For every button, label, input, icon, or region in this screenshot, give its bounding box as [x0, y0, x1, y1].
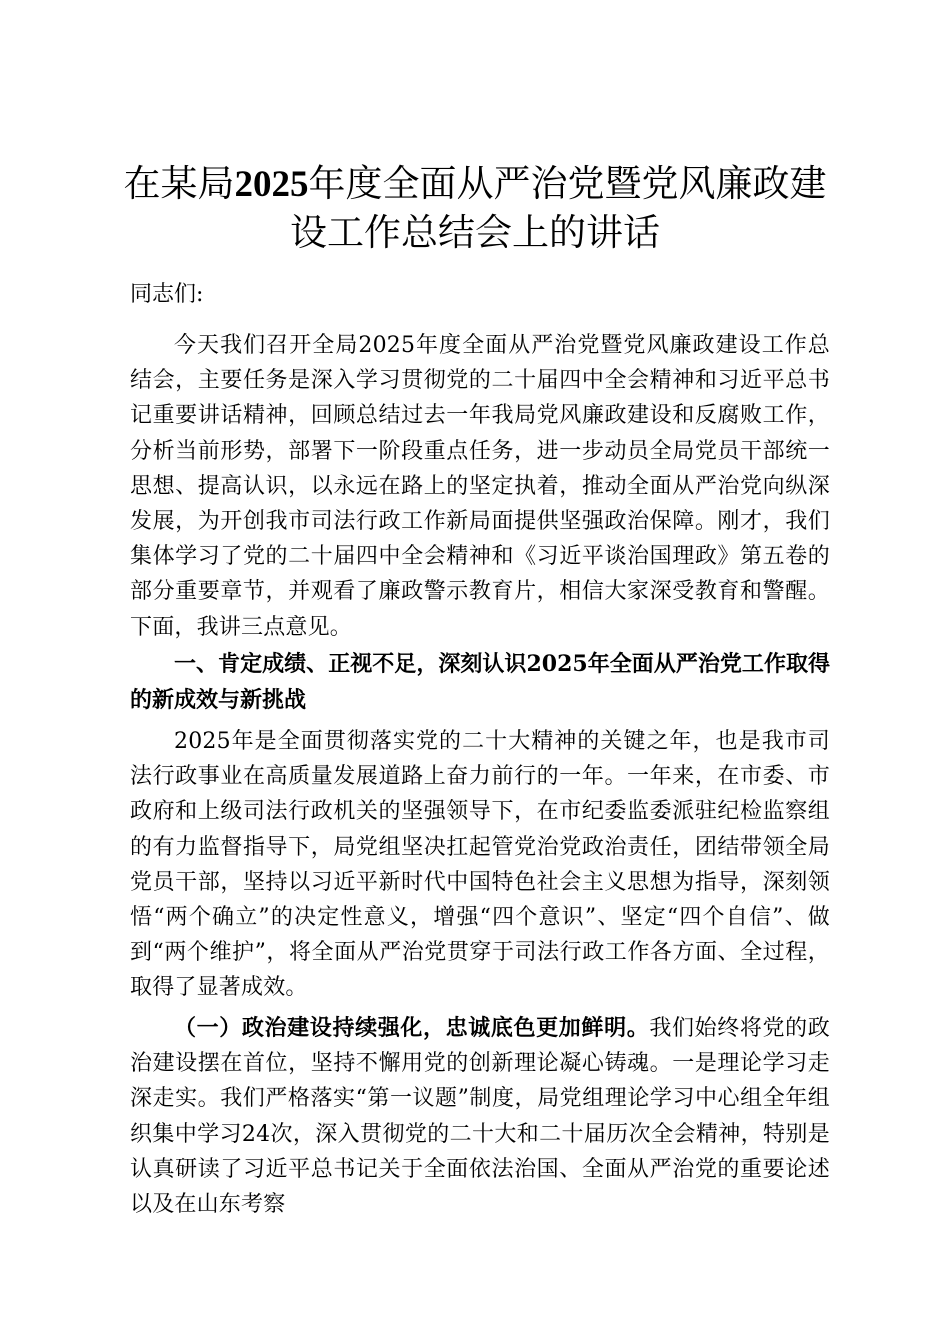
subsection1-text: 我们始终将党的政治建设摆在首位，坚持不懈用党的创新理论凝心铸魂。一是理论学习走深走实。我们严格落实“第一议题”制度，局党组理论学习中心组全年组织集中学习24次，深入贯彻党的二十大和二十届历次全会精神，特别是认真研读了习近平总书记关于全面依法治国、全面从严治党的重要论述以及在山东考察	[130, 1016, 830, 1218]
title-year: 2025	[234, 164, 309, 205]
greeting: 同志们:	[130, 282, 204, 307]
section1-paragraph: 2025年是全面贯彻落实党的二十大精神的关键之年，也是我市司法行政事业在高质量发展道路上奋力前行的一年。一年来，在市委、市政府和上级司法行政机关的坚强领导下，在市纪委监委派驻纪检监察组的有力监督指导下，局党组坚决扛起管党治党政治责任，团结带领全局党员干部，坚持以习近平新时代中国特色社会主义思想为指导，深刻领悟“两个确立”的决定性意义，增强“四个意识”、坚定“四个自信”、做到“两个维护”，将全面从严治党贯穿于司法行政工作各方面、全过程，取得了显著成效。	[130, 729, 830, 1001]
document-title	[100, 160, 850, 257]
title-suffix: 年度全面从严治党暨党风廉政建	[308, 162, 827, 205]
subsection1-lead: （一）政治建设持续强化，忠诚底色更加鲜明。	[174, 1015, 650, 1041]
title-line2: 设工作总结会上的讲话	[290, 211, 660, 254]
intro-paragraph: 今天我们召开全局2025年度全面从严治党暨党风廉政建设工作总结会，主要任务是深入学习贯彻党的二十届四中全会精神和习近平总书记重要讲话精神，回顾总结过去一年我局党风廉政建设和反腐败工作，分析当前形势，部署下一阶段重点任务，进一步动员全局党员干部统一思想、提高认识，以永远在路上的坚定执着，推动全面从严治党向纵深发展，为开创我市司法行政工作新局面提供坚强政治保障。刚才，我们集体学习了党的二十届四中全会精神和《习近平谈治国理政》第五卷的部分重要章节，并观看了廉政警示教育片，相信大家深受教育和警醒。下面，我讲三点意见。	[130, 333, 830, 640]
section1-heading: 一、肯定成绩、正视不足，深刻认识2025年全面从严治党工作取得的新成效与新挑战	[130, 651, 830, 713]
title-prefix: 在某局	[123, 162, 235, 205]
subsection1-paragraph	[130, 1011, 830, 1222]
